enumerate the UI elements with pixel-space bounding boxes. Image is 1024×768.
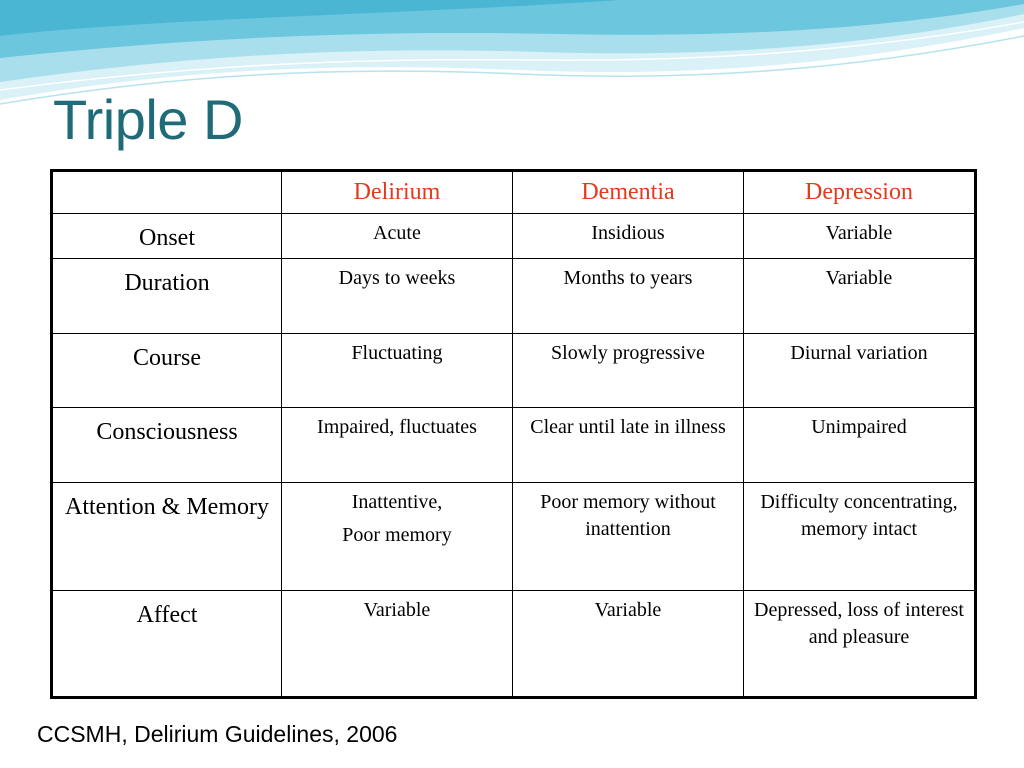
table-header-row xyxy=(52,171,976,214)
cell-delirium: Acute xyxy=(282,214,513,258)
cell-dementia: Insidious xyxy=(513,214,744,258)
cell-dementia: Variable xyxy=(513,590,744,697)
cell-delirium: Impaired, fluctuates xyxy=(282,408,513,483)
row-label-onset: Onset xyxy=(52,214,282,258)
cell-depression: Variable xyxy=(744,214,976,258)
cell-depression: Difficulty concentrating, memory intact xyxy=(744,482,976,590)
cell-delirium-line2: Poor memory xyxy=(342,523,452,546)
row-label-course: Course xyxy=(52,333,282,408)
table-row xyxy=(52,482,976,590)
header-corner-cell xyxy=(52,171,282,214)
table-row xyxy=(52,214,976,258)
header-delirium: Delirium xyxy=(282,171,513,214)
cell-dementia: Months to years xyxy=(513,258,744,333)
header-depression: Depression xyxy=(744,171,976,214)
comparison-table-container xyxy=(50,169,974,699)
slide-title: Triple D xyxy=(53,88,243,151)
table-row xyxy=(52,590,976,697)
table-row xyxy=(52,258,976,333)
row-label-duration: Duration xyxy=(52,258,282,333)
cell-delirium-line1: Inattentive, xyxy=(351,490,443,513)
row-label-attention-memory: Attention & Memory xyxy=(52,482,282,590)
cell-delirium: Variable xyxy=(282,590,513,697)
source-citation: CCSMH, Delirium Guidelines, 2006 xyxy=(37,721,398,747)
header-dementia: Dementia xyxy=(513,171,744,214)
cell-depression: Diurnal variation xyxy=(744,333,976,408)
cell-depression: Variable xyxy=(744,258,976,333)
cell-delirium: Days to weeks xyxy=(282,258,513,333)
cell-dementia: Poor memory without inattention xyxy=(513,482,744,590)
cell-dementia: Slowly progressive xyxy=(513,333,744,408)
triple-d-comparison-table xyxy=(50,169,977,699)
cell-dementia: Clear until late in illness xyxy=(513,408,744,483)
table-row xyxy=(52,333,976,408)
cell-delirium xyxy=(282,482,513,590)
cell-depression: Depressed, loss of interest and pleasure xyxy=(744,590,976,697)
row-label-consciousness: Consciousness xyxy=(52,408,282,483)
cell-depression: Unimpaired xyxy=(744,408,976,483)
cell-delirium: Fluctuating xyxy=(282,333,513,408)
row-label-affect: Affect xyxy=(52,590,282,697)
table-row xyxy=(52,408,976,483)
